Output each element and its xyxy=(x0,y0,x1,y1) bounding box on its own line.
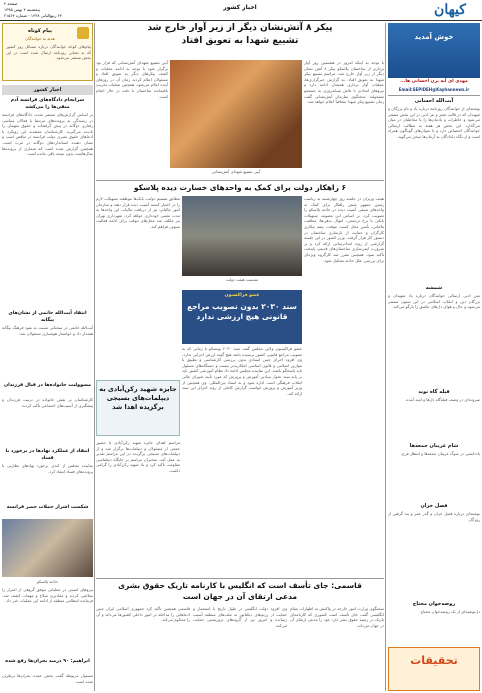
boxed-story xyxy=(182,290,302,344)
middle-headline-box xyxy=(96,380,180,436)
brief-headline: انتقاد از عملکرد نهادها در برخورد با فساد xyxy=(5,449,90,461)
brief-text: نماینده مجلس از کندی برخورد نهادهای نظارتی با پرونده‌های فساد انتقاد کرد. xyxy=(2,463,93,474)
ad-banner xyxy=(388,23,480,78)
boxed-kicker: عضو فراکسیون xyxy=(224,293,260,298)
brief-headline: انتقاد آیت‌الله خاتمی از نشان‌های بیگانه xyxy=(8,311,87,323)
brief-text: کارشناسان بر نقش خانواده در تربیت فرزندان و پیشگیری از آسیب‌های اجتماعی تأکید کردند. xyxy=(2,397,93,408)
caption: نشست هیئت دولت xyxy=(225,277,259,282)
brief-headline: مسوولیت خانواده‌ها در قبال فرزندان xyxy=(4,383,91,388)
section-label: اخبار کشور xyxy=(33,87,62,93)
caption: آیین تشییع شهدای آتش‌نشانی xyxy=(211,169,261,174)
section-heading: آیت‌الله احسانی xyxy=(414,98,454,104)
brief-photo xyxy=(2,519,93,577)
text-block: سروده‌ای در وصف قبله‌گاه دل‌ها و امید آینده. xyxy=(405,397,480,402)
divider xyxy=(388,95,480,96)
text-block: نوشته‌ای درباره فصل خزان و گذر عمر و پند گرفتن از روزگار. xyxy=(388,511,480,522)
sms-text: پیام‌های کوتاه خوانندگان درباره مسائل روز کشور که به نشانی روزنامه ارسال شده است در این بخش منتشر می‌شود. xyxy=(6,44,91,61)
ad-email: Email:SEPIDEH@Kayhannews.ir xyxy=(398,87,470,92)
section-heading: شمشه xyxy=(425,285,443,291)
sms-title: پیام کوتاه xyxy=(28,28,52,34)
cabinet-photo xyxy=(182,196,302,276)
story-text: عضو فراکسیون ولایی مجلس گفت سند ۲۰۳۰ یونسکو تا زمانی که به تصویب مراجع قانونی کشور نرسیده باشد هیچ گونه ارزش اجرایی ندارد. وی افزود اجرای چنین اسنادی بدون بررسی کارشناسی و تطبیق با موازین اسلامی و قانون اساسی امکان‌پذیر نیست و دستگاه‌های مسئول باید پاسخگو باشند. این نماینده مجلس ادامه داد نظام آموزشی کشور باید بر پایه سند تحول بنیادین آموزش و پرورش که مورد تأیید شورای عالی انقلاب فرهنگی است اداره شود و نه اسناد بین‌المللی. وی همچنین از وزیر آموزش و پرورش خواست گزارش کاملی از روند اجرای این سند ارائه کند. xyxy=(182,346,302,396)
ad-title: خوش آمدید xyxy=(414,33,454,41)
page-number: صفحه ۴ xyxy=(4,1,18,6)
caption: حادثه پلاسکو xyxy=(36,579,59,584)
text-block: متن ادبی ارسالی خوانندگان درباره یاد شهیدان و بزرگان دین و انقلاب اسلامی در این ستون منتشر می‌شود و حال و هوای دل‌های عاشق را بازگو می‌کند. xyxy=(388,293,480,310)
column-divider xyxy=(94,23,95,691)
brief-headline: سرانجام دادگاه‌های فرانسه آدم منفی‌ها را می‌کشد xyxy=(10,98,85,110)
sms-box xyxy=(2,23,93,81)
logo: کیهان xyxy=(434,2,466,18)
section-title: اخبار کشور xyxy=(223,4,257,11)
story-text: مراسم اهدای جایزه شهید رکن‌آبادی با حضور جمعی از مسئولان و دیپلمات‌ها برگزار شد و از دیپلمات‌های بسیجی برگزیده در این مراسم تقدیر به عمل آمد. سخنران مراسم بر جایگاه دیپلماسی مقاومت تأکید کرد و یاد شهید رکن‌آبادی را گرامی داشت. xyxy=(96,440,180,473)
section-heading: قبله گاه نوید xyxy=(418,389,450,395)
story-headline: ۶ راهکار دولت برای کمک به واحدهای خسارت دیده پلاسکو xyxy=(133,183,347,192)
masthead xyxy=(0,0,482,20)
brief-text: نیروهای امنیتی در عملیاتی موفق گروهی از اشرار را متلاشی کردند و مقادیری سلاح و مهمات کشف شد. فرمانده انتظامی منطقه از ادامه این عملیات خبر داد. xyxy=(2,587,93,604)
brief-text: بر اساس گزارش‌های منتشر شده، دادگاه‌های فرانسه در رسیدگی به پرونده‌های مرتبط با فعالان سیاسی رفتاری دوگانه در پیش گرفته‌اند و حقوق متهمان را نادیده می‌گیرند. کارشناسان معتقدند این رویکرد با ادعاهای حقوق بشری دولت فرانسه در تناقض است و نشان دهنده استانداردهای دوگانه در غرب است. همچنین گزارش شده است که شماری از پرونده‌ها سال‌هاست بدون نتیجه باقی مانده است. xyxy=(2,112,93,157)
issue-line: ۲۴ ربیع‌الثانی ۱۴۳۸ - شماره ۲۱۵۶۴ xyxy=(4,13,62,18)
lead-photo xyxy=(170,60,302,168)
brief-text: آیت‌الله خاتمی در سخنانی نسبت به نفوذ فرهنگ بیگانه هشدار داد و خواستار هوشیاری مسئولان شد. xyxy=(2,325,93,336)
story-text: مطابق تصمیم دولت، بانک‌ها موظفند تسهیلات لازم را در اختیار کسبه آسیب دیده قرار دهند و سازمان امور مالیاتی نیز از دریافت مالیات این واحدها به مدت معینی خودداری خواهد کرد. شهرداری تهران نیز مکلف شد محل‌های موقت برای ادامه فعالیت صنوف فراهم کند. xyxy=(96,196,180,229)
story-text: هیئت وزیران در جلسه روز چهارشنبه به ریاست رئیس جمهور شش راهکار برای کمک به واحدهای صنفی آسیب دیده در حادثه پلاسکو را تصویب کرد. بر اساس این مصوبه، تسهیلات بانکی با نرخ ترجیحی، امهال بدهی‌ها، معافیت مالیاتی، تأمین محل کسب موقت، بیمه بیکاری کارگران و حمایت از بازسازی ساختمان در دستور کار قرار گرفت. وزیر کشور در این جلسه گزارشی از روند امدادرسانی ارائه کرد و بر ضرورت ایمن‌سازی ساختمان‌های قدیمی پایتخت تأکید نمود. همچنین مقرر شد کارگروه ویژه‌ای برای بررسی علل حادثه تشکیل شود. xyxy=(304,196,384,263)
boxed-title: سند ۲۰۳۰ بدون تصویب مراجع قانونی هیچ ارزشی ندارد xyxy=(187,302,297,321)
bottom-headline: قاسمی: جای تأسف است که انگلیس با کارنامه تاریک حقوق بشری xyxy=(118,581,362,590)
middle-headline: جایزه شهید رکن‌آبادی به دیپلمات‌های بسیجی برگزیده اهدا شد xyxy=(99,385,177,411)
bottom-text: سخنگوی وزارت امور خارجه در واکنش به اظهارات مقام انگلیسی گفت جای تأسف است کشوری که کارنامه‌ای تاریک در زمینه حقوق بشر دارد خود را مدعی ارتقای آن در جهان می‌داند. xyxy=(290,606,384,628)
lead-headline: پیکر ۸ آتش‌نشان دیگر از زیر آوار خارج شد xyxy=(147,23,333,33)
text-block: دل‌نوشته‌ای از یک روضه‌خوان محتاج. xyxy=(419,609,480,614)
brief-headline: ابراهیم: ۹۰ درصد بحران‌ها رفع شده xyxy=(5,659,90,664)
lead-subheadline: تشییع شهدا به تعویق افتاد xyxy=(181,36,299,46)
ad-subtitle: مهدی ای آیه برن احسانی ها... xyxy=(400,79,468,84)
divider xyxy=(96,578,384,579)
text-block: یادداشتی در سوگ غریبان جمعه‌ها و انتظار فرج. xyxy=(400,451,480,456)
bottom-text: قاسمی همچنین تأکید کرد جمهوری اسلامی ایران چنین ادعاهایی را مداخله در امور داخلی کشورها می‌داند و آن را محکوم می‌کند. xyxy=(96,606,190,623)
bottom-text: وی افزود دولت انگلیس در طول تاریخ با استعمار و حمایت از رژیم‌های دیکتاتور به ملت‌های منطقه آسیب رسانده و امروز نیز از گروه‌های تروریستی حمایت می‌کند. xyxy=(193,606,287,628)
brief-text: مسئول مربوطه گفت بخش عمده بحران‌ها برطرف شده است. xyxy=(2,673,93,684)
sms-subtitle: هدیه به خوانندگان xyxy=(25,36,55,41)
text-block: نوشته‌ای از خوانندگان روزنامه درباره یاد و نام بزرگان و شهیدان که در قالب شعر و نثر ادبی در این بخش منتشر می‌شود و خاطرات و یادمان‌ها را با مخاطبان در میان می‌گذارد. این بخش هر هفته به مطالب ارسالی خوانندگان اختصاص دارد و با عنوان‌های گوناگون همراه است و از نگاه دلدادگان به آرمان‌ها سخن می‌گوید. xyxy=(388,106,480,139)
bottom-subheadline: مدعی ارتقای آن در جهان است xyxy=(182,592,298,601)
date-line: پنجشنبه ۴ بهمن ۱۳۹۵ xyxy=(4,7,40,12)
column-divider xyxy=(385,23,386,691)
lead-text: آیین تشییع شهدای آتش‌نشانی که قرار بود برگزار شود با توجه به ادامه عملیات و کشف پیکرهای دیگر به تعویق افتاد و مسئولان اعلام کردند زمان آن در روزهای آینده اعلام می‌شود. همچنین عملیات تخریب باقیمانده ساختمان با دقت در حال انجام است. xyxy=(96,60,168,99)
right-column xyxy=(386,23,480,691)
section-bar xyxy=(2,85,93,95)
gift-icon xyxy=(77,27,89,39)
left-column xyxy=(2,23,93,691)
brief-headline: شکست اشرار حملات حصر فرانسه xyxy=(6,505,89,510)
footer-ad-title: تحقیقات xyxy=(410,654,458,667)
section-heading: فصل خزان xyxy=(420,503,448,509)
section-heading: شام غریبان جمعه‌ها xyxy=(409,443,459,449)
footer-ad xyxy=(388,647,480,691)
section-heading: روضه‌خوان محتاج xyxy=(412,601,456,607)
lead-text: با توجه به اینکه امروز در هشتمین روز آوار برداری از ساختمان پلاسکو پیکر ۸ آتش نشان دیگر از زیر آوار خارج شد، مراسم تشییع پیکر شهدا به تعویق افتاد. به گزارش خبرگزاری‌ها، عملیات آوار برداری همچنان ادامه دارد و نیروهای امدادی با تلاش شبانه‌روزی به جستجو مشغولند. سخنگوی سازمان آتش‌نشانی گفت زمان تشییع پیکر شهدا متعاقباً اعلام خواهد شد. xyxy=(304,60,384,105)
divider xyxy=(96,180,384,181)
masthead-divider xyxy=(0,20,482,21)
